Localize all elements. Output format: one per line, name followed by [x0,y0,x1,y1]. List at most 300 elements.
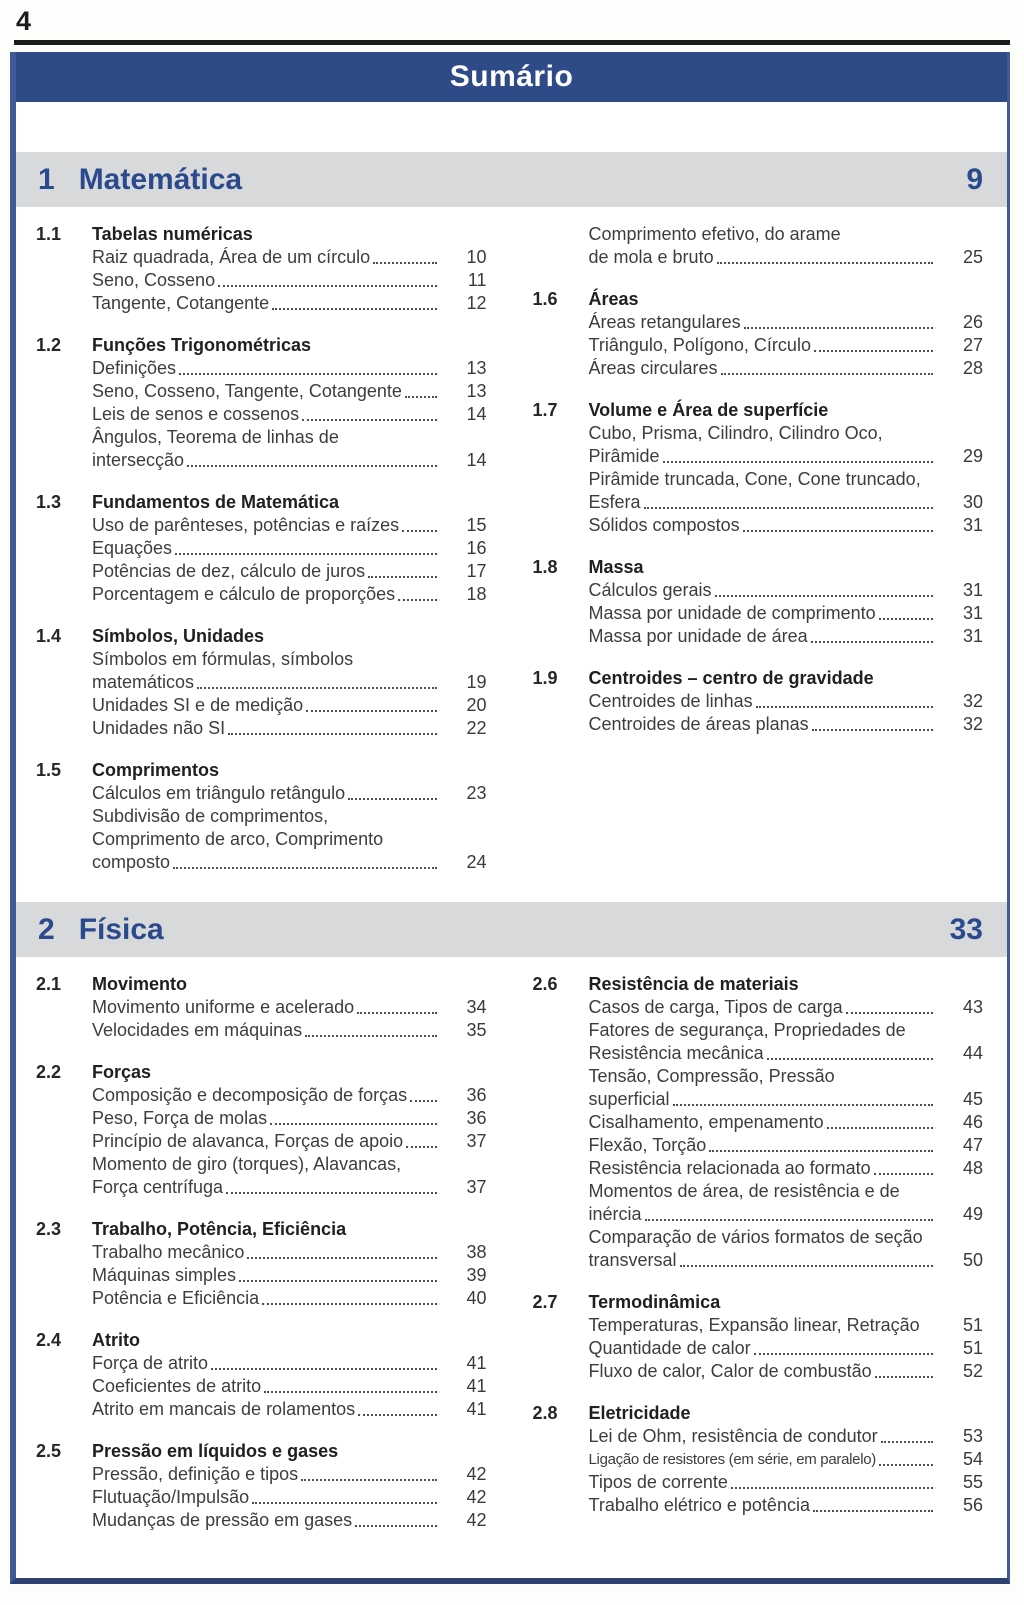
subsection-entries [92,1084,487,1199]
toc-entry-line [92,1486,487,1509]
subsection-entries [92,648,487,740]
toc-entry-line [92,1398,487,1421]
entry-text: Raiz quadrada, Área de um círculo [92,247,371,267]
toc-entry [589,1425,984,1448]
toc-entry [92,694,487,717]
entry-page: 52 [962,1361,983,1381]
subsection-entries [589,579,984,648]
entry-page: 42 [466,1464,487,1484]
subsection-entries [92,1241,487,1310]
entry-text: Resistência relacionada ao formato [588,1158,871,1178]
entry-text: Força de atrito [92,1353,209,1373]
entry-page: 12 [466,293,487,313]
toc-entry-line [92,996,487,1019]
subsection-entries [92,514,487,606]
subsection-title: Eletricidade [588,1403,691,1423]
dot-leader [179,373,436,375]
toc-entry [589,468,984,514]
toc-block [36,1218,487,1310]
entry-text: Áreas retangulares [588,312,741,332]
entry-page: 11 [467,270,487,290]
toc-section [16,152,1007,892]
subsection-body [589,667,984,736]
toc-entry-line [92,514,487,537]
entry-page: 20 [466,695,487,715]
toc-entry-line [589,311,984,334]
toc-entry [92,269,487,292]
toc-entry [92,1241,487,1264]
toc-entry-line [92,246,487,269]
toc-entry-line [589,246,984,269]
subsection-title: Atrito [92,1330,140,1350]
dot-leader [402,530,436,532]
toc-column [533,973,984,1532]
entry-text-wrap: Pirâmide truncada, Cone, Cone truncado, [588,469,921,489]
dot-leader [406,1146,436,1148]
toc-entry [92,403,487,426]
toc-entry [92,246,487,269]
toc-entry-line [589,1425,984,1448]
dot-leader [715,595,933,597]
subsection-title: Fundamentos de Matemática [92,492,340,512]
subsection-entries [92,782,487,874]
toc-entry [92,782,487,805]
dot-leader [879,1464,933,1466]
dot-leader [270,1123,436,1125]
subsection-body [589,223,984,269]
toc-entry-line [589,1134,984,1157]
toc-entry-line [589,1157,984,1180]
subsection-number: 1.6 [532,289,558,309]
entry-page: 55 [962,1472,983,1492]
toc-entry [92,1509,487,1532]
dot-leader [874,1173,933,1175]
subsection-body [589,973,984,1272]
entry-text: Flutuação/Impulsão [92,1487,250,1507]
toc-entry-line [589,1360,984,1383]
toc-block [533,223,984,269]
summary-title-bar [16,52,1007,102]
dot-leader [673,1104,933,1106]
toc-entry-line [92,269,487,292]
toc-entry-line [589,1337,984,1360]
toc-entry [92,996,487,1019]
subsection-number: 2.4 [36,1330,62,1350]
entry-page: 31 [962,626,983,646]
toc-entry-line [589,1088,984,1111]
entry-text-wrap: Comprimento de arco, Comprimento [92,829,384,849]
toc-entry [92,380,487,403]
dot-leader [197,687,436,689]
entry-page: 22 [466,718,487,738]
toc-entry [589,1448,984,1471]
entry-page: 23 [466,783,487,803]
entry-page: 39 [466,1265,487,1285]
dot-leader [721,373,933,375]
toc-entry [589,579,984,602]
subsection-title: Forças [92,1062,152,1082]
dot-leader [211,1368,436,1370]
toc-entry [92,537,487,560]
entry-page: 32 [962,691,983,711]
toc-sections [16,102,1007,1550]
toc-entry-line [589,1494,984,1517]
entry-text: Centroides de linhas [588,691,753,711]
entry-page: 34 [466,997,487,1017]
entry-page: 30 [962,492,983,512]
subsection-number: 2.8 [532,1403,558,1423]
toc-block [533,399,984,537]
entry-text: Massa por unidade de área [588,626,808,646]
dot-leader [218,285,436,287]
entry-page: 53 [962,1426,983,1446]
entry-page: 14 [466,450,487,470]
entry-text: Atrito em mancais de rolamentos [92,1399,356,1419]
dot-leader [767,1058,933,1060]
subsection-body [92,1440,487,1532]
section-header-bar [16,902,1007,957]
toc-entry-line [589,690,984,713]
entry-text: Massa por unidade de comprimento [588,603,876,623]
subsection-title: Símbolos, Unidades [92,626,265,646]
entry-page: 47 [962,1135,983,1155]
entry-page: 37 [466,1131,487,1151]
subsection-number: 1.2 [36,335,62,355]
subsection-entries [92,1352,487,1421]
entry-text: Centroides de áreas planas [588,714,809,734]
entry-page: 56 [962,1495,983,1515]
dot-leader [405,396,437,398]
entry-text: Seno, Cosseno, Tangente, Cotangente [92,381,402,401]
entry-text: Cálculos gerais [588,580,712,600]
subsection-entries [92,357,487,472]
entry-text: Quantidade de calor [588,1338,751,1358]
toc-entry [92,717,487,740]
subsection-title: Trabalho, Potência, Eficiência [92,1219,347,1239]
toc-block [36,973,487,1042]
entry-page: 29 [962,446,983,466]
toc-entry-line [92,1352,487,1375]
entry-page: 19 [466,672,487,692]
toc-entry [589,996,984,1019]
entry-text: matemáticos [92,672,195,692]
subsection-number: 1.7 [532,400,558,420]
toc-entry-line [92,1509,487,1532]
entry-text: Cisalhamento, empenamento [588,1112,824,1132]
entry-page: 18 [466,584,487,604]
entry-page: 42 [466,1487,487,1507]
entry-text: Seno, Cosseno [92,270,216,290]
subsection-body [92,1329,487,1421]
entry-text: Uso de parênteses, potências e raízes [92,515,400,535]
entry-text: intersecção [92,450,185,470]
entry-page: 37 [466,1177,487,1197]
dot-leader [173,867,436,869]
entry-page: 50 [962,1250,983,1270]
toc-block [36,1061,487,1199]
toc-entry-line [589,625,984,648]
toc-entry [589,602,984,625]
entry-text: Equações [92,538,173,558]
toc-entry [589,713,984,736]
entry-page: 49 [962,1204,983,1224]
toc-entry [92,1463,487,1486]
toc-entry [589,1226,984,1272]
toc-entry-line [589,334,984,357]
toc-entry [92,292,487,315]
toc-column [36,223,487,874]
toc-entry [589,223,984,269]
entry-text: Temperaturas, Expansão linear, Retração [588,1315,920,1335]
toc-entry-line [589,1111,984,1134]
subsection-title: Massa [588,557,644,577]
entry-page: 36 [466,1085,487,1105]
entry-text: Leis de senos e cossenos [92,404,300,424]
dot-leader [247,1257,436,1259]
dot-leader [398,599,436,601]
subsection-entries [589,690,984,736]
toc-entry [589,422,984,468]
toc-entry-line [589,1042,984,1065]
toc-block [36,1329,487,1421]
subsection-number: 2.2 [36,1062,62,1082]
toc-entry-line [92,357,487,380]
toc-entry [589,514,984,537]
dot-leader [301,1479,436,1481]
toc-entry-line [92,292,487,315]
entry-text-wrap: Tensão, Compressão, Pressão [588,1066,835,1086]
entry-page: 38 [466,1242,487,1262]
toc-block [533,556,984,648]
toc-entry-line [92,1463,487,1486]
section-number: 1 [38,162,55,196]
subsection-body [589,556,984,648]
entry-page: 13 [466,358,487,378]
toc-entry-line [589,1314,984,1337]
entry-page: 10 [466,247,487,267]
toc-entry [92,514,487,537]
toc-entry-line [589,491,984,514]
entry-text-wrap: Comparação de vários formatos de seção [588,1227,923,1247]
entry-page: 26 [962,312,983,332]
entry-text: Força centrífuga [92,1177,224,1197]
dot-leader [262,1303,436,1305]
dot-leader [264,1391,436,1393]
toc-entry-line [92,1287,487,1310]
entry-page: 14 [466,404,487,424]
entry-text: inércia [588,1204,642,1224]
subsection-title: Comprimentos [92,760,220,780]
subsection-body [589,288,984,380]
toc-entry-line [92,1264,487,1287]
toc-entry-line [589,357,984,380]
toc-block [36,1440,487,1532]
toc-entry [92,1287,487,1310]
dot-leader [272,308,436,310]
entry-text: Flexão, Torção [588,1135,707,1155]
entry-page: 45 [962,1089,983,1109]
entry-text: Tipos de corrente [588,1472,728,1492]
entry-text: Sólidos compostos [588,515,740,535]
toc-entry [92,1264,487,1287]
entry-page: 15 [466,515,487,535]
subsection-entries [589,1314,984,1383]
dot-leader [879,618,933,620]
entry-text: Mudanças de pressão em gases [92,1510,353,1530]
toc-entry-line [92,537,487,560]
entry-page: 54 [962,1449,983,1469]
entry-text: Triângulo, Polígono, Círculo [588,335,811,355]
subsection-title: Volume e Área de superfície [588,400,829,420]
dot-leader [756,706,933,708]
toc-column [533,223,984,874]
entry-text: composto [92,852,171,872]
toc-block [36,759,487,874]
toc-entry-line [92,671,487,694]
entry-text: Ligação de resistores (em série, em paralelo) [588,1451,876,1468]
subsection-entries [92,246,487,315]
section-title: Física [78,912,164,946]
toc-entry-line [92,694,487,717]
toc-entry [92,560,487,583]
toc-entry [92,1398,487,1421]
entry-page: 46 [962,1112,983,1132]
toc-entry [589,1471,984,1494]
subsection-entries [589,223,984,269]
entry-text: transversal [588,1250,677,1270]
summary-box [10,52,1010,1584]
toc-section [16,902,1007,1550]
toc-entry-line [589,1203,984,1226]
subsection-number: 2.3 [36,1219,62,1239]
entry-text: Unidades SI e de medição [92,695,304,715]
subsection-body [589,1291,984,1383]
entry-page: 13 [466,381,487,401]
entry-text: Casos de carga, Tipos de carga [588,997,843,1017]
entry-page: 36 [466,1108,487,1128]
dot-leader [754,1353,933,1355]
toc-entry [92,648,487,694]
toc-entry-line [92,851,487,874]
entry-text-wrap: Comprimento efetivo, do arame [588,224,841,244]
section-header-bar [16,152,1007,207]
toc-entry [589,1314,984,1337]
dot-leader [680,1265,933,1267]
toc-entry [92,426,487,472]
subsection-number: 2.6 [532,974,558,994]
toc-entry [589,690,984,713]
toc-entry-line [92,1019,487,1042]
entry-text-wrap: Subdivisão de comprimentos, [92,806,329,826]
toc-block [533,1291,984,1383]
toc-entry [589,1494,984,1517]
toc-entry [589,357,984,380]
entry-page: 40 [466,1288,487,1308]
section-page: 33 [949,912,983,946]
toc-entry-line [92,782,487,805]
subsection-entries [92,1463,487,1532]
entry-text: Definições [92,358,177,378]
subsection-number: 2.5 [36,1441,62,1461]
entry-text-wrap: Ângulos, Teorema de linhas de [92,427,339,447]
subsection-entries [589,311,984,380]
subsection-entries [589,422,984,537]
toc-entry-line [589,602,984,625]
toc-entry-line [589,1471,984,1494]
entry-page: 42 [466,1510,487,1530]
toc-entry-line [589,996,984,1019]
subsection-entries [92,996,487,1042]
toc-column [36,973,487,1532]
entry-text: Peso, Força de molas [92,1108,268,1128]
toc-entry [589,311,984,334]
subsection-body [92,973,487,1042]
toc-entry-line [92,717,487,740]
subsection-body [92,491,487,606]
toc-entry [589,1065,984,1111]
dot-leader [228,733,436,735]
dot-leader [743,530,933,532]
top-rule [14,40,1010,45]
toc-entry [92,1352,487,1375]
subsection-number: 1.1 [36,224,62,244]
section-title: Matemática [78,162,243,196]
toc-entry-line [92,449,487,472]
subsection-body [92,334,487,472]
entry-text: Fluxo de calor, Calor de combustão [588,1361,872,1381]
toc-entry [589,1111,984,1134]
toc-block [533,973,984,1272]
entry-text-wrap: Fatores de segurança, Propriedades de [588,1020,906,1040]
entry-text: superficial [588,1089,670,1109]
toc-entry-line [92,583,487,606]
subsection-number [533,223,589,269]
entry-text: Trabalho elétrico e potência [588,1495,810,1515]
toc-entry-line [589,1249,984,1272]
subsection-title: Resistência de materiais [588,974,799,994]
toc-entry-line [92,1107,487,1130]
entry-text: Tangente, Cotangente [92,293,270,313]
entry-text: Unidades não SI [92,718,226,738]
toc-entry [92,1486,487,1509]
entry-page: 17 [466,561,487,581]
subsection-body [92,223,487,315]
subsection-body [589,1402,984,1517]
subsection-title: Funções Trigonométricas [92,335,312,355]
toc-entry [92,1019,487,1042]
entry-page: 16 [466,538,487,558]
toc-entry [589,1019,984,1065]
toc-entry [589,625,984,648]
dot-leader [175,553,436,555]
dot-leader [368,576,436,578]
toc-block [533,1402,984,1517]
dot-leader [358,1414,436,1416]
toc-entry [92,1130,487,1153]
entry-page: 27 [962,335,983,355]
toc-block [533,288,984,380]
toc-entry-line [589,713,984,736]
subsection-number: 1.9 [532,668,558,688]
entry-text: Princípio de alavanca, Forças de apoio [92,1131,404,1151]
entry-text: Máquinas simples [92,1265,237,1285]
entry-page: 35 [466,1020,487,1040]
entry-page: 44 [962,1043,983,1063]
dot-leader [239,1280,436,1282]
subsection-body [92,759,487,874]
toc-entry [589,1337,984,1360]
toc-entry-line [589,579,984,602]
